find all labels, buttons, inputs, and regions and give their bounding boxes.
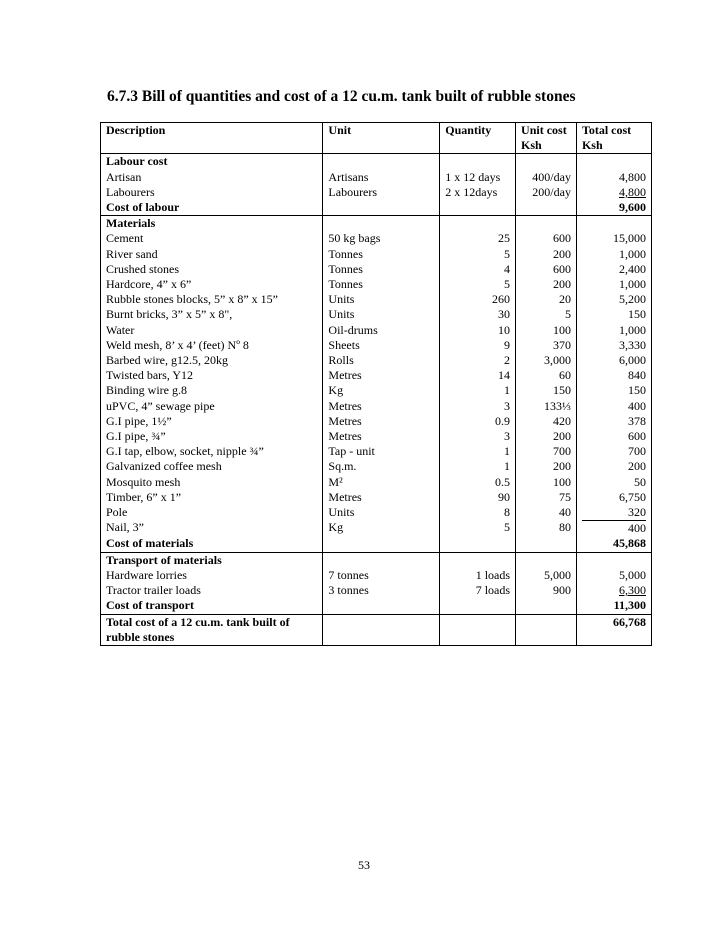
table-row [101,505,652,520]
cell-unit: Units [323,292,440,307]
table-row [101,568,652,583]
subtotal-value: 45,868 [576,536,651,552]
cell-unit: Sheets [323,338,440,353]
cell-total-cost: 5,200 [576,292,651,307]
cell-quantity: 5 [440,247,516,262]
table-row [101,475,652,490]
table-row [101,414,652,429]
cell-quantity: 9 [440,338,516,353]
cell-description: Artisan [101,170,323,185]
header-unit-cost: Unit cost Ksh [516,123,577,154]
table-header-row [101,123,652,154]
cell-quantity: 5 [440,520,516,536]
cell-unit: Metres [323,414,440,429]
cell-unit: Oil-drums [323,323,440,338]
bill-of-quantities-table [100,122,652,646]
table-row [101,247,652,262]
cell-unit-cost: 20 [516,292,577,307]
cell-description: Nail, 3” [101,520,323,536]
cell-unit-cost: 700 [516,444,577,459]
cell-quantity: 30 [440,307,516,322]
cell-description: Crushed stones [101,262,323,277]
table-row [101,444,652,459]
cell-quantity: 0.9 [440,414,516,429]
cell-unit-cost: 370 [516,338,577,353]
table-row [101,383,652,398]
cell-total-cost: 6,300 [576,583,651,598]
cell-unit-cost: 80 [516,520,577,536]
cell-description: uPVC, 4” sewage pipe [101,399,323,414]
grand-total-row [101,614,652,645]
cell-description: Mosquito mesh [101,475,323,490]
cell-unit: Units [323,505,440,520]
cell-unit-cost: 5 [516,307,577,322]
cell-description: Twisted bars, Y12 [101,368,323,383]
cell-quantity: 8 [440,505,516,520]
cell-total-cost: 15,000 [576,231,651,246]
cell-description: G.I pipe, ¾” [101,429,323,444]
cell-total-cost: 700 [576,444,651,459]
table-row [101,170,652,185]
cell-description: Timber, 6” x 1” [101,490,323,505]
cell-total-cost: 2,400 [576,262,651,277]
table-row [101,583,652,598]
cell-total-cost: 4,800 [576,170,651,185]
cell-unit-cost: 900 [516,583,577,598]
cell-description: Water [101,323,323,338]
cell-description: Barbed wire, g12.5, 20kg [101,353,323,368]
labour-section-title-row [101,154,652,170]
cell-total-cost: 1,000 [576,323,651,338]
cell-total-cost: 200 [576,459,651,474]
cell-unit-cost: 400/day [516,170,577,185]
cell-description: Binding wire g.8 [101,383,323,398]
table-row [101,459,652,474]
cell-unit: Metres [323,399,440,414]
table-row [101,353,652,368]
cell-unit-cost: 200 [516,277,577,292]
subtotal-value: 9,600 [576,200,651,216]
cell-description: Cement [101,231,323,246]
table-row [101,323,652,338]
cell-unit-cost: 100 [516,475,577,490]
table-row [101,292,652,307]
table-row [101,262,652,277]
cell-quantity: 260 [440,292,516,307]
cell-description: Pole [101,505,323,520]
table-row [101,338,652,353]
cell-description: Weld mesh, 8’ x 4’ (feet) Nº 8 [101,338,323,353]
cell-total-cost: 4,800 [576,185,651,200]
subtotal-label: Cost of materials [101,536,323,552]
grand-total-value: 66,768 [576,614,651,645]
grand-total-label: Total cost of a 12 cu.m. tank built of rubble stones [101,614,323,645]
table-row [101,368,652,383]
cell-description: Tractor trailer loads [101,583,323,598]
cell-unit-cost: 600 [516,231,577,246]
cell-unit-cost: 200 [516,459,577,474]
cell-unit-cost: 75 [516,490,577,505]
cell-unit-cost: 100 [516,323,577,338]
cell-unit: Kg [323,520,440,536]
cell-unit: Rolls [323,353,440,368]
cell-total-cost: 3,330 [576,338,651,353]
section-title: Materials [101,216,323,232]
cell-total-cost: 5,000 [576,568,651,583]
cell-description: Burnt bricks, 3” x 5” x 8", [101,307,323,322]
cell-total-cost: 150 [576,307,651,322]
cell-quantity: 3 [440,399,516,414]
cell-quantity: 5 [440,277,516,292]
cell-unit: Sq.m. [323,459,440,474]
cell-unit: 3 tonnes [323,583,440,598]
table-row [101,429,652,444]
table-row [101,231,652,246]
cell-quantity: 14 [440,368,516,383]
section-heading: 6.7.3 Bill of quantities and cost of a 12 cu.m. tank built of rubble stones [107,88,576,105]
cell-description: Labourers [101,185,323,200]
cell-description: Hardcore, 4” x 6” [101,277,323,292]
section-title: Transport of materials [101,552,323,568]
table-row [101,520,652,536]
cell-unit-cost: 200/day [516,185,577,200]
transport-section-title-row [101,552,652,568]
cell-quantity: 7 loads [440,583,516,598]
cell-description: Hardware lorries [101,568,323,583]
cell-quantity: 1 [440,459,516,474]
table-row [101,307,652,322]
materials-total-row [101,536,652,552]
cell-unit: Metres [323,490,440,505]
table-row [101,399,652,414]
cell-unit: 50 kg bags [323,231,440,246]
subtotal-label: Cost of labour [101,200,323,216]
cell-quantity: 4 [440,262,516,277]
cell-unit: Kg [323,383,440,398]
page-number: 53 [358,858,370,872]
cell-unit: Tonnes [323,247,440,262]
cell-total-cost: 50 [576,475,651,490]
cell-total-cost: 1,000 [576,247,651,262]
cell-description: River sand [101,247,323,262]
cell-unit-cost: 5,000 [516,568,577,583]
cell-unit-cost: 3,000 [516,353,577,368]
cell-total-cost: 400 [576,399,651,414]
cell-unit-cost: 150 [516,383,577,398]
cell-unit-cost: 60 [516,368,577,383]
cell-unit: Metres [323,368,440,383]
cell-unit: Tonnes [323,277,440,292]
cell-unit: Artisans [323,170,440,185]
cell-quantity: 90 [440,490,516,505]
cell-unit: Units [323,307,440,322]
cell-unit: 7 tonnes [323,568,440,583]
cell-unit-cost: 600 [516,262,577,277]
header-unit: Unit [323,123,440,154]
cell-unit-cost: 200 [516,247,577,262]
materials-rows [101,231,652,536]
cell-unit: Tap - unit [323,444,440,459]
transport-total-row [101,598,652,614]
cell-description: G.I pipe, 1½” [101,414,323,429]
cell-quantity: 3 [440,429,516,444]
cell-total-cost: 6,750 [576,490,651,505]
cell-quantity: 0.5 [440,475,516,490]
cell-quantity: 2 x 12days [440,185,516,200]
subtotal-label: Cost of transport [101,598,323,614]
cell-description: Rubble stones blocks, 5” x 8” x 15” [101,292,323,307]
header-total-cost: Total cost Ksh [576,123,651,154]
cell-quantity: 25 [440,231,516,246]
subtotal-value: 11,300 [576,598,651,614]
cell-unit-cost: 40 [516,505,577,520]
cell-description: Galvanized coffee mesh [101,459,323,474]
cell-total-cost: 600 [576,429,651,444]
cell-total-cost: 6,000 [576,353,651,368]
cell-quantity: 2 [440,353,516,368]
cell-unit-cost: 133⅓ [516,399,577,414]
cell-quantity: 1 [440,383,516,398]
cell-unit: Tonnes [323,262,440,277]
cell-quantity: 10 [440,323,516,338]
cell-total-cost: 150 [576,383,651,398]
cell-total-cost: 378 [576,414,651,429]
cell-total-cost: 1,000 [576,277,651,292]
header-description: Description [101,123,323,154]
cell-unit: Metres [323,429,440,444]
cell-total-cost: 320 [576,505,651,520]
cell-quantity: 1 x 12 days [440,170,516,185]
cell-total-cost: 400 [576,520,651,536]
cell-total-cost: 840 [576,368,651,383]
cell-unit-cost: 420 [516,414,577,429]
cell-unit: M² [323,475,440,490]
labour-total-row [101,200,652,216]
cell-unit-cost: 200 [516,429,577,444]
table-row [101,185,652,200]
cell-quantity: 1 loads [440,568,516,583]
cell-quantity: 1 [440,444,516,459]
cell-description: G.I tap, elbow, socket, nipple ¾” [101,444,323,459]
cell-unit: Labourers [323,185,440,200]
table-row [101,490,652,505]
materials-section-title-row [101,216,652,232]
section-title: Labour cost [101,154,323,170]
table-row [101,277,652,292]
header-quantity: Quantity [440,123,516,154]
